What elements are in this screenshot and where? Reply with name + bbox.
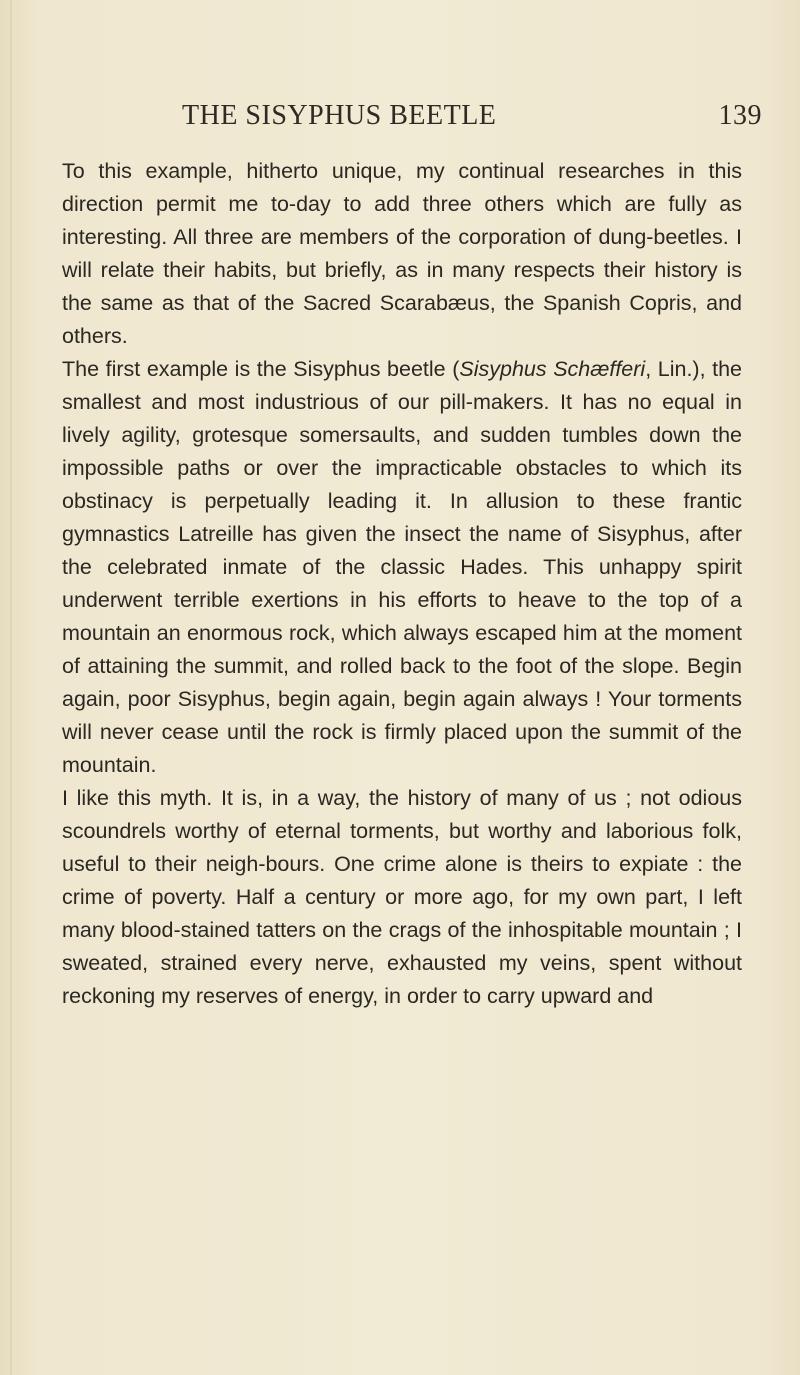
paragraph-3: I like this myth. It is, in a way, the history of many of us ; not odious scoundrels worthy of eternal torments, but worthy and laborious folk, useful to their neigh-bours. One crime alone is theirs to expiate : the crime of poverty. Half a century or more ago, for my own part, I left many blood-stained tatters on the crags of the inhospitable mountain ; I sweated, strained every nerve, exhausted my veins, spent without reckoning my reserves of energy, in order to carry upward and bbox=[62, 786, 742, 1008]
body-text bbox=[62, 155, 742, 1013]
page-gutter bbox=[10, 0, 12, 1375]
paragraph-1: To this example, hitherto unique, my continual researches in this direction permit me to-day to add three others which are fully as interesting. All three are members of the corporation of dung-beetles. I will relate their habits, but briefly, as in many respects their history is the same as that of the Sacred Scarabæus, the Spanish Copris, and others. bbox=[62, 159, 742, 348]
paragraph-2-start: The first example is the Sisyphus beetle ( bbox=[62, 357, 460, 381]
paragraph-2-rest: , Lin.), the smallest and most industrious of our pill-makers. It has no equal in lively agility, grotesque somersaults, and sudden tumbles down the impossible paths or over the impracticable obstacles to which its obstinacy is perpetually leading it. In allusion to these frantic gymnastics Latreille has given the insect the name of Sisyphus, after the celebrated inmate of the classic Hades. This unhappy spirit underwent terrible exertions in his efforts to heave to the top of a mountain an enormous rock, which always escaped him at the moment of attaining the summit, and rolled back to the foot of the slope. Begin again, poor Sisyphus, begin again, begin again always ! Your torments will never cease until the rock is firmly placed upon the summit of the mountain. bbox=[62, 357, 743, 777]
page-header bbox=[62, 100, 762, 140]
running-title: THE SISYPHUS BEETLE bbox=[182, 100, 497, 131]
paragraph-2 bbox=[62, 353, 742, 782]
species-name: Sisyphus Schæfferi bbox=[459, 357, 646, 381]
page-number: 139 bbox=[718, 100, 762, 131]
